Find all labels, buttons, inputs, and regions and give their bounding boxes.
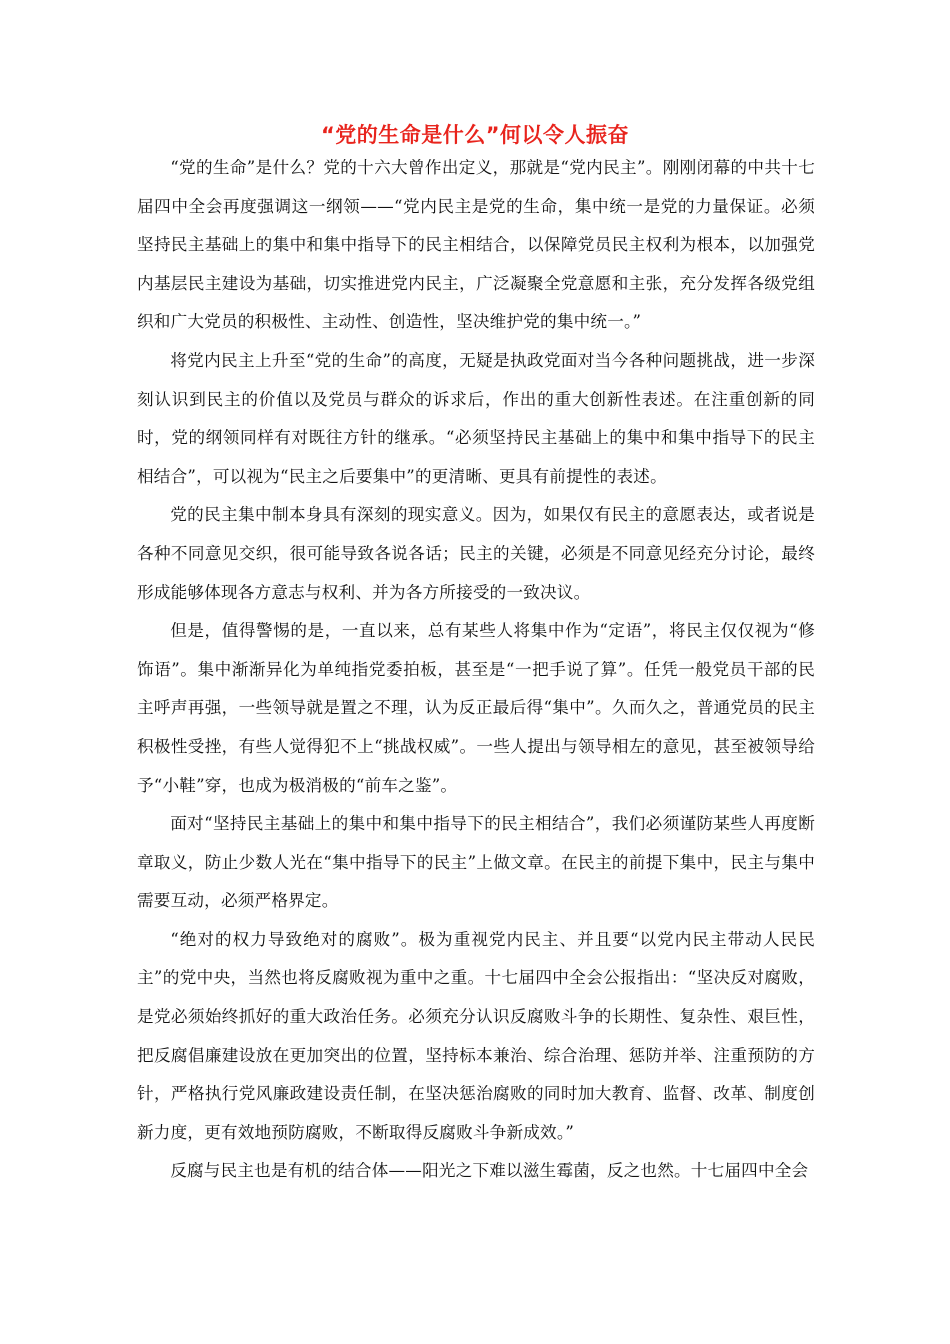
paragraph-3: 党的民主集中制本身具有深刻的现实意义。因为，如果仅有民主的意愿表达，或者说是各种不同意见交织，很可能导致各说各话；民主的关键，必须是不同意见经充分讨论，最终形成能够体现各方意志与权利、并为各方所接受的一致决议。 [137, 505, 815, 602]
document-title: “党的生命是什么”何以令人振奋 [320, 123, 630, 147]
paragraph-4: 但是，值得警惕的是，一直以来，总有某些人将集中作为“定语”，将民主仅仅视为“修饰语”。集中渐渐异化为单纯指党委拍板，甚至是“一把手说了算”。任凭一般党员干部的民主呼声再强，一些领导就是置之不理，认为反正最后得“集中”。久而久之，普通党员的民主积极性受挫，有些人觉得犯不上“挑战权威”。一些人提出与领导相左的意见，甚至被领导给予“小鞋”穿，也成为极消极的“前车之鉴”。 [137, 621, 815, 795]
paragraph-5: 面对“坚持民主基础上的集中和集中指导下的民主相结合”，我们必须谨防某些人再度断章取义，防止少数人光在“集中指导下的民主”上做文章。在民主的前提下集中，民主与集中需要互动，必须严格界定。 [137, 814, 815, 911]
paragraph-6: “绝对的权力导致绝对的腐败”。极为重视党内民主、并且要“以党内民主带动人民民主”的党中央，当然也将反腐败视为重中之重。十七届四中全会公报指出：“坚决反对腐败，是党必须始终抓好的重大政治任务。必须充分认识反腐败斗争的长期性、复杂性、艰巨性，把反腐倡廉建设放在更加突出的位置，坚持标本兼治、综合治理、惩防并举、注重预防的方针，严格执行党风廉政建设责任制，在坚决惩治腐败的同时加大教育、监督、改革、制度创新力度，更有效地预防腐败，不断取得反腐败斗争新成效。” [137, 929, 815, 1142]
document-body [137, 149, 815, 1191]
paragraph-7: 反腐与民主也是有机的结合体——阳光之下难以滋生霉菌，反之也然。十七届四中全会 [170, 1161, 809, 1181]
paragraph-1: “党的生命”是什么？党的十六大曾作出定义，那就是“党内民主”。刚刚闭幕的中共十七届四中全会再度强调这一纲领——“党内民主是党的生命，集中统一是党的力量保证。必须坚持民主基础上的集中和集中指导下的民主相结合，以保障党员民主权利为根本，以加强党内基层民主建设为基础，切实推进党内民主，广泛凝聚全党意愿和主张，充分发挥各级党组织和广大党员的积极性、主动性、创造性，坚决维护党的集中统一。” [137, 158, 815, 332]
paragraph-2: 将党内民主上升至“党的生命”的高度，无疑是执政党面对当今各种问题挑战，进一步深刻认识到民主的价值以及党员与群众的诉求后，作出的重大创新性表述。在注重创新的同时，党的纲领同样有对既往方针的继承。“必须坚持民主基础上的集中和集中指导下的民主相结合”，可以视为“民主之后要集中”的更清晰、更具有前提性的表述。 [137, 350, 815, 486]
